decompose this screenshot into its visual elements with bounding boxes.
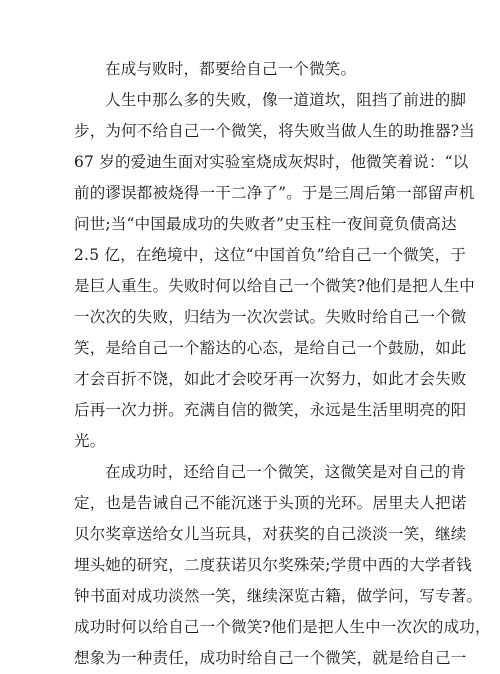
paragraph-3 [74, 457, 491, 674]
text-line: 前的谬误都被烧得一干二净了”。于是三周后第一部留声机 [74, 184, 475, 202]
text-line: 67 岁的爱迪生面对实验室烧成灰烬时，他微笑着说：“以 [74, 153, 469, 171]
text-line: 埋头她的研究，二度获诺贝尔奖殊荣;学贯中西的大学者钱 [74, 556, 472, 574]
text-line: 一次次的失败，归结为一次次尝试。失败时给自己一个微 [74, 308, 467, 326]
text-line: 问世;当“中国最成功的失败者”史玉柱一夜间竟负债高达 [74, 215, 457, 233]
text-line: 光。 [74, 432, 106, 450]
text-line: 2.5 亿，在绝境中，这位“中国首负”给自己一个微笑，于 [74, 246, 467, 264]
text-line: 笑，是给自己一个豁达的心态，是给自己一个鼓励，如此 [74, 339, 467, 357]
text-line: 才会百折不饶，如此才会咬牙再一次努力，如此才会失败 [74, 370, 467, 388]
text-line: 步，为何不给自己一个微笑，将失败当做人生的助推器?当 [74, 122, 476, 140]
text-line: 在成功时，还给自己一个微笑，这微笑是对自己的肯 [105, 463, 467, 481]
text-line: 在成与败时，都要给自己一个微笑。 [105, 60, 357, 78]
paragraph-2 [74, 85, 476, 457]
text-line: 贝尔奖章送给女儿当玩具，对获奖的自己淡淡一笑，继续 [74, 525, 467, 543]
text-line: 后再一次力拼。充满自信的微笑，永远是生活里明亮的阳 [74, 401, 467, 419]
essay-text [74, 54, 491, 674]
text-line: 成功时何以给自己一个微笑?他们是把人生中一次次的成功， [74, 618, 491, 636]
text-line: 钟书面对成功淡然一笑，继续深览古籍，做学问，写专著。 [74, 587, 483, 605]
text-line: 定，也是告诫自己不能沉迷于头顶的光环。居里夫人把诺 [74, 494, 467, 512]
text-line: 是巨人重生。失败时何以给自己一个微笑?他们是把人生中 [74, 277, 476, 295]
paragraph-1 [74, 54, 426, 85]
text-line: 人生中那么多的失败，像一道道坎，阻挡了前进的脚 [105, 91, 467, 109]
text-line: 想象为一种责任，成功时给自己一个微笑，就是给自己一 [74, 649, 467, 667]
